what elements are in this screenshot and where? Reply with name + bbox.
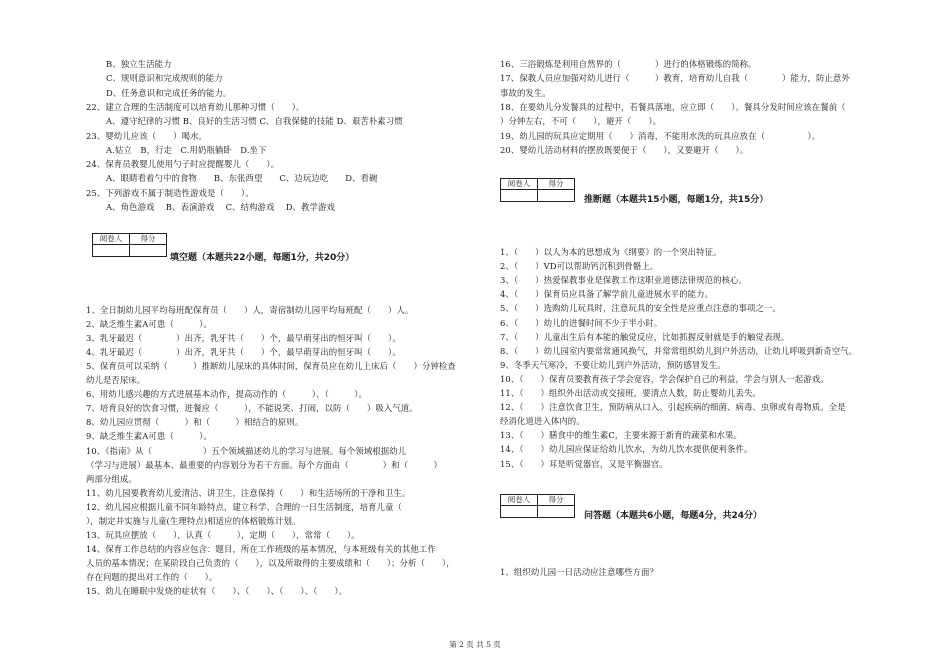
text-line: 12、幼儿园应根据儿童不同年龄特点，建立科学、合理的一日生活制度，培育儿童（ xyxy=(86,501,419,512)
text-line: 20、婴幼儿活动材料的摆放既要便于（ ），又要避开（ ）。 xyxy=(500,144,749,155)
text-line: A、遵守纪律的习惯 B、良好的生活习惯 C、自我保健的技能 D、艰苦朴素习惯 xyxy=(106,116,403,127)
text-line: 存在问题的提出对工作的（ ）。 xyxy=(86,571,218,582)
text-line: ），制定并实施与儿童(生理特点)相适应的体格锻炼计划。 xyxy=(86,515,301,526)
text-line: 2、（ ）VD可以帮助钙沉积到骨骼上。 xyxy=(500,261,659,272)
text-line: 事故的发生。 xyxy=(500,87,551,98)
text-line: A.姑立 B，行走 C.用奶瓶躺卧 D.坐下 xyxy=(106,144,267,155)
judge-score-table xyxy=(500,178,575,202)
text-line: 5、保育员可以采纳（ ）推断幼儿尿床的具体时间，保育员应在幼儿上床后（ ）分钟检查 xyxy=(86,361,456,372)
text-line: 15、（ ）耳是听觉器官，又是平衡器官。 xyxy=(500,458,668,469)
text-line: C、规则意识和完成规则的能力 xyxy=(106,73,223,84)
text-line: B、独立生活能力 xyxy=(106,59,172,69)
text-line: 4、乳牙最迟（ ）出齐，乳牙共（ ）个，最早萌芽出的恒牙叫（ ）。 xyxy=(86,347,401,358)
text-line: 14、保育工作总结的内容应包含：题目，所在工作班级的基本情况，与本班级有关的其他工作 xyxy=(86,543,436,554)
score-cell[interactable] xyxy=(538,506,575,518)
reviewer-cell[interactable] xyxy=(501,190,538,202)
score-label: 得分 xyxy=(538,179,575,190)
score-label: 得分 xyxy=(538,495,575,506)
text-line: 3、（ ）热爱保教事业是保教工作这职业道德法律规范的核心。 xyxy=(500,275,748,286)
text-line: A、眼睛看着勺中的食物 B、东张西望 C、边玩边吃 D、看碗 xyxy=(106,173,378,184)
page-number: 第 2 页 共 5 页 xyxy=(449,640,501,649)
text-line: 两部分组成。 xyxy=(86,473,137,484)
text-line: 24、保育员教婴儿使用勺子时应提醒婴儿（ ）。 xyxy=(86,159,280,170)
text-line: 17、保教人员应加强对幼儿进行（ ）教育，培育幼儿自我（ ）能力，防止意外 xyxy=(500,73,850,84)
judge-section-title: 推断题（本题共15小题，每题1分，共15分） xyxy=(584,195,769,205)
score-cell[interactable] xyxy=(130,245,167,257)
text-line: A、角色游戏 B、表演游戏 C、结构游戏 D、教学游戏 xyxy=(106,202,335,212)
qa-score-table xyxy=(500,494,575,518)
text-line: 7、培育良好的饮食习惯，进餐应（ ），不能说笑、打闹，以防（ ）吸入气道。 xyxy=(86,403,418,414)
text-line: 9、缺乏维生素A可患（ ）。 xyxy=(86,431,213,442)
text-line: 5、（ ）选购幼儿玩具时，注意玩具的安全性是应重点注意的事项之一。 xyxy=(500,303,781,314)
text-line: 14、（ ）幼儿园应保证给幼儿饮水，为幼儿饮水提供便利条件。 xyxy=(500,444,753,455)
qa-section-title: 问答题（本题共6小题，每题4分，共24分） xyxy=(584,511,763,521)
reviewer-label: 阅卷人 xyxy=(501,495,538,506)
text-line: 经消化道进入体内的。 xyxy=(500,416,585,427)
text-line: 8、幼儿园应贯彻（ ）和（ ）相结合的原则。 xyxy=(86,417,304,428)
text-line: 3、乳牙最迟（ ）出齐，乳牙共（ ）个，最早萌芽出的恒牙叫（ ）。 xyxy=(86,333,401,344)
text-line: 16、三浴锻炼是利用自然界的（ ）进行的体格锻炼的简称。 xyxy=(500,59,757,69)
text-line: 22、建立合理的生活制度可以培育幼儿那种习惯（ ）。 xyxy=(86,101,305,112)
text-line: 10、《指南》从（ ）五个领域描述幼儿的学习与进展。每个领域根据幼儿 xyxy=(86,445,407,456)
text-line: 4、（ ）保育员应具备了解学前儿童进展水平的能力。 xyxy=(500,289,714,300)
score-cell[interactable] xyxy=(538,190,575,202)
text-line: （学习与进展）最基本、最重要的内容划分为若干方面。每个方面由（ ）和（ ） xyxy=(86,459,442,470)
text-line: 13、玩具应摆放（ ），认真（ ），定期（ ），常常（ ）。 xyxy=(86,529,360,540)
fill-section-title: 填空题（本题共22小题，每题1分，共20分） xyxy=(170,253,355,263)
text-line: 18、在要幼儿分发餐具的过程中，若餐具落地，应立即（ ）。餐具分发时间应该在餐前（ xyxy=(500,101,863,112)
text-line: 25、下列游戏不属于制造性游戏是（ ）。 xyxy=(86,187,254,198)
reviewer-cell[interactable] xyxy=(93,245,130,257)
text-line: 人员的基本情况；在某阶段自己负责的（ ），以及所取得的主要成绩和（ ）；分析（ ）， xyxy=(86,557,455,568)
text-line: 12、（ ）注意饮食卫生，预防病从口入。引起疾病的细菌、病毒、虫卵或有毒物质。全是 xyxy=(500,402,846,413)
text-line: D、任务意识和完成任务的能力。 xyxy=(106,87,232,98)
text-line: 1、组织幼儿园一日活动应注意哪些方面？ xyxy=(500,567,658,577)
reviewer-cell[interactable] xyxy=(501,506,538,518)
text-line: 6、用幼儿感兴趣的方式进展基本动作，提高动作的（ ）、（ ）。 xyxy=(86,389,367,400)
text-line: 7、（ ）儿童出生后有本能的触觉反应，比如抓握反射就是手的触觉表现。 xyxy=(500,331,790,342)
text-line: 1、全日制幼儿园平均每班配保育员（ ）人，寄宿制幼儿园平均每班配（ ）人。 xyxy=(86,305,414,315)
text-line: 13、（ ）膳食中的维生素C，主要来源于新育的蔬菜和水果。 xyxy=(500,430,742,441)
reviewer-label: 阅卷人 xyxy=(501,179,538,190)
reviewer-label: 阅卷人 xyxy=(93,234,130,245)
text-line: 8、（ ）幼儿园室内要常常通风换气，并常常组织幼儿到户外活动，让幼儿呼吸到新奇空气。 xyxy=(500,345,858,356)
score-label: 得分 xyxy=(130,234,167,245)
text-line: 6、（ ）幼儿的进餐时间不少于半小时。 xyxy=(500,317,663,328)
text-line: 11、（ ）组织外出活动或交接班，要清点人数，防止婴幼儿丢失。 xyxy=(500,388,761,398)
text-line: 幼儿是否尿床。 xyxy=(86,375,146,386)
text-line: 2、缺乏维生素A可患（ ）。 xyxy=(86,319,213,330)
text-line: 11、幼儿园要教育幼儿爱清洁、讲卫生，注意保持（ ）和生活场所的干净和卫生。 xyxy=(86,487,411,498)
text-line: ）分钟左右，不可（ ），避开（ ）。 xyxy=(500,116,662,127)
text-line: 23、婴幼儿应该（ ）喝水。 xyxy=(86,130,208,141)
fill-score-table xyxy=(92,233,167,257)
text-line: 1、（ ）以人为本的思想成为《纲要》的一个突出特征。 xyxy=(500,247,722,257)
text-line: 9、冬季天气寒冷，不要让幼儿到户外活动，预防感冒发生。 xyxy=(500,359,726,370)
text-line: 10、（ ）保育员要教育孩子学会宽容，学会保护自己的利益，学会与别人一起游戏。 xyxy=(500,373,829,384)
text-line: 19、幼儿园的玩具应定期用（ ）消毒，不能用水洗的玩具应放在（ ）。 xyxy=(500,130,821,141)
text-line: 15、幼儿在睡眠中发烧的症状有（ ）、（ ）、（ ）、（ ）。 xyxy=(86,586,348,596)
